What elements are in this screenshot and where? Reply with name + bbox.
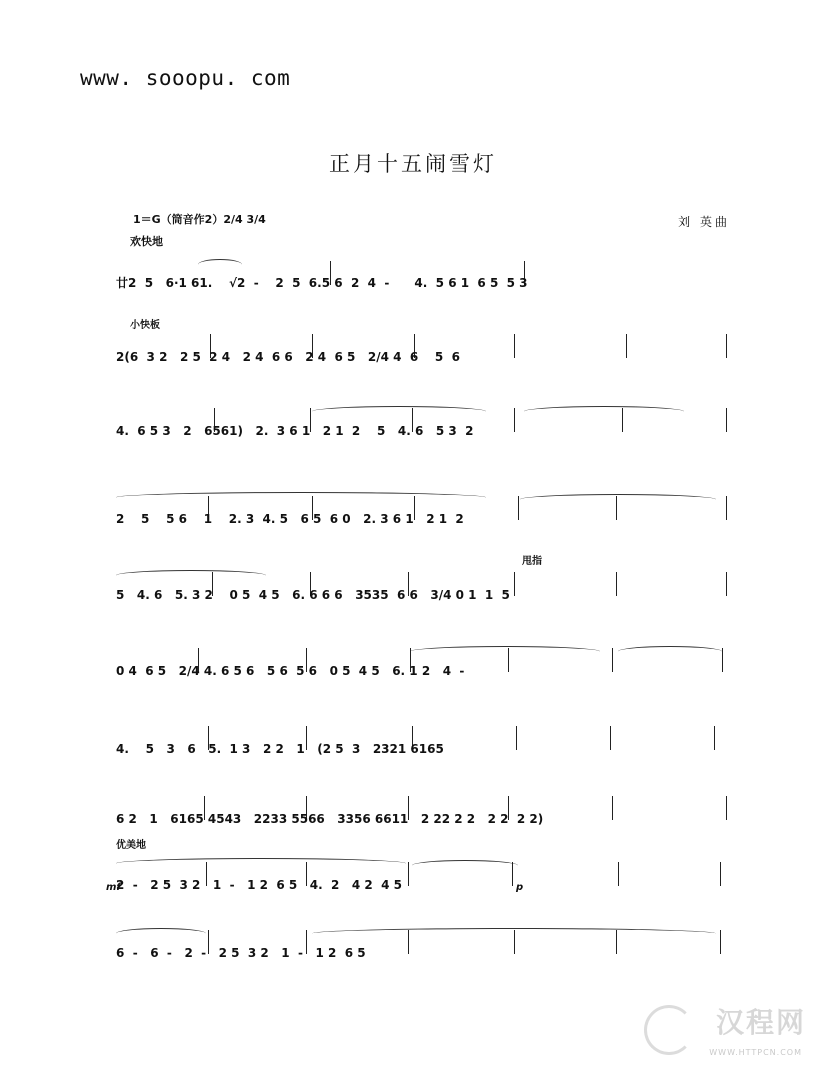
site-url: www. sooopu. com bbox=[80, 66, 291, 90]
score-line-9 bbox=[106, 840, 730, 896]
score-line-1 bbox=[116, 255, 730, 295]
notation-text: 4. 6 5 3 2 6561) 2. 3 6 1 2 1 2 5 4. 6 5 3 2 bbox=[116, 424, 474, 438]
watermark-url: WWW.HTTPCN.COM bbox=[709, 1048, 802, 1057]
notation-text: 廿2 5 6·1 61. √2 - 2 5 6.5 6 2 4 - 4. 5 6 1 6 5 5 3 bbox=[116, 276, 528, 290]
watermark-logo: 汉程网 bbox=[715, 1006, 806, 1039]
notation-text: 2(6 3 2 2 5 2 4 2 4 6 6 2 4 6 5 2/4 4 6 5 6 bbox=[116, 350, 460, 364]
score-line-6 bbox=[116, 642, 730, 682]
score-line-2 bbox=[116, 320, 730, 368]
section-mark: 优美地 bbox=[116, 840, 146, 851]
notation-text: 6 - 6 - 2 - 2 5 3 2 1 - 1 2 6 5 bbox=[116, 946, 366, 960]
notation-text: 0 4 6 5 2/4 4. 6 5 6 5 6 5 6 0 5 4 5 6. 1 2 4 - bbox=[116, 664, 465, 678]
section-mark: 甩指 bbox=[522, 556, 542, 567]
tempo-marking: 欢快地 bbox=[130, 235, 163, 248]
section-mark: 小快板 bbox=[130, 320, 160, 331]
notation-text: 4. 5 3 6 5. 1 3 2 2 1 (2 5 3 2321 6165 bbox=[116, 742, 444, 756]
dynamic-mf: mf bbox=[106, 882, 121, 893]
dynamic-p: p bbox=[516, 882, 524, 893]
score-title: 正月十五闹雪灯 bbox=[329, 152, 497, 176]
score-line-7 bbox=[116, 720, 730, 760]
notation-text: 2 - 2 5 3 2 1 - 1 2 6 5 4. 2 4 2 4 5 bbox=[116, 878, 402, 892]
score-line-8 bbox=[116, 790, 730, 830]
watermark-swirl-icon bbox=[644, 1005, 694, 1055]
composer-credit: 刘 英曲 bbox=[678, 215, 730, 229]
notation-text: 5 4. 6 5. 3 2 0 5 4 5 6. 6 6 6 3535 6 6 3/4 0 1 1 5 bbox=[116, 588, 510, 602]
notation-text: 2 5 5 6 1 2. 3 4. 5 6 5 6 0 2. 3 6 1 2 1 2 bbox=[116, 512, 464, 526]
notation-text: 6 2 1 6165 4543 2233 5566 3356 6611 2 22 2 2 2 2 2 2) bbox=[116, 812, 544, 826]
key-signature: 1＝G（筒音作2）2/4 3/4 bbox=[133, 213, 266, 226]
score-line-5 bbox=[116, 556, 730, 606]
score-line-4 bbox=[116, 490, 730, 530]
score-line-3 bbox=[116, 402, 730, 442]
score-line-10 bbox=[116, 924, 730, 964]
